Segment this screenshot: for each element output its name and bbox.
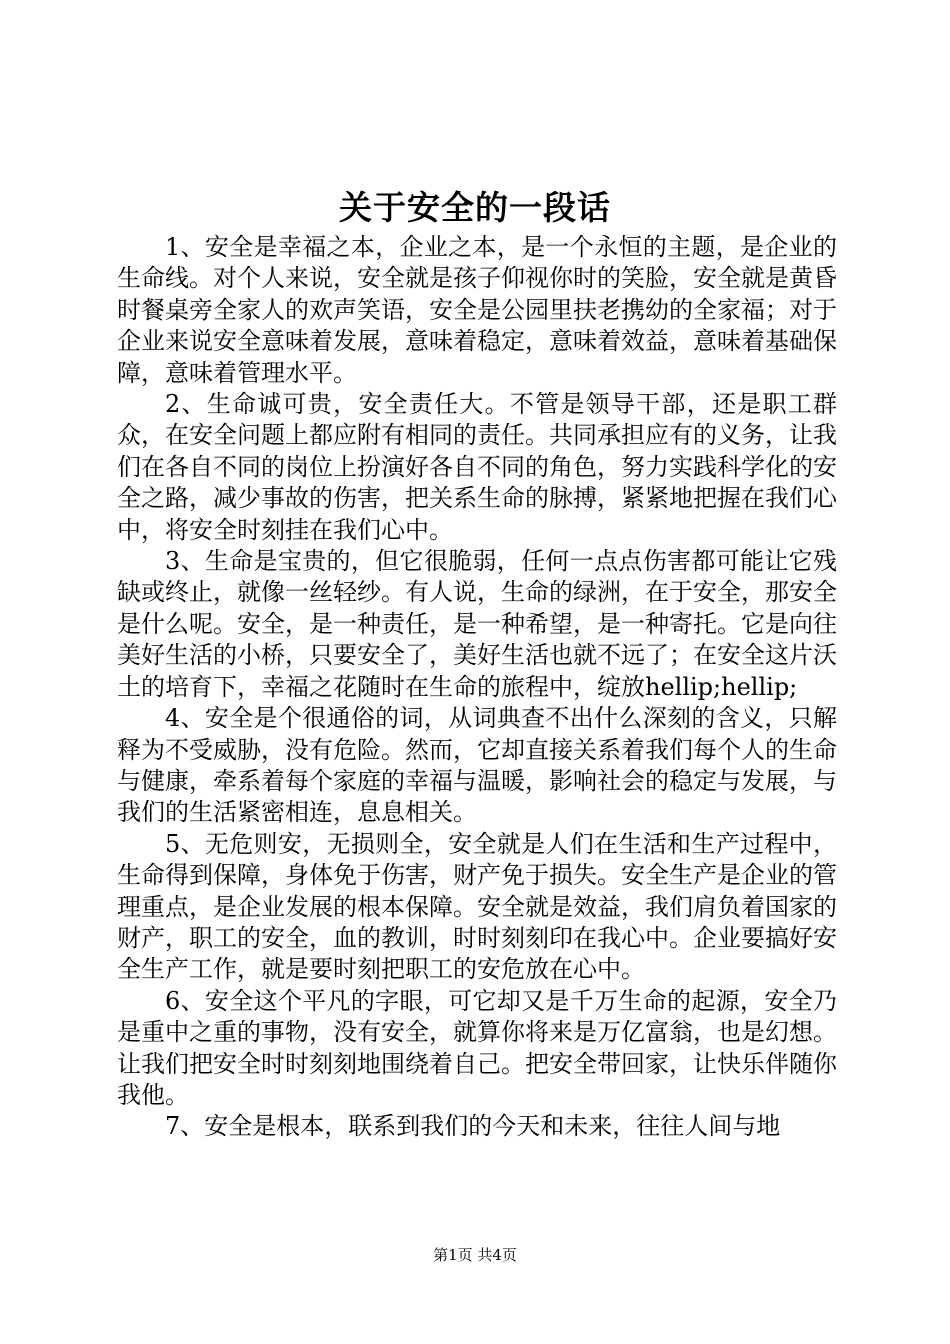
page-footer: 第1页 共4页 xyxy=(433,1246,517,1264)
paragraph-6: 6、安全这个平凡的字眼，可它却又是千万生命的起源，安全乃是重中之重的事物，没有安全，就算你将来是万亿富翁，也是幻想。让我们把安全时时刻刻地围绕着自己。把安全带回家，让快乐伴随你我他。 xyxy=(117,986,837,1109)
paragraph-3: 3、生命是宝贵的，但它很脆弱，任何一点点伤害都可能让它残缺或终止，就像一丝轻纱。有人说，生命的绿洲，在于安全，那安全是什么呢。安全，是一种责任，是一种希望，是一种寄托。它是向往美好生活的小桥，只要安全了，美好生活也就不远了；在安全这片沃土的培育下，幸福之花随时在生命的旅程中，绽放hellip;hellip; xyxy=(117,547,837,701)
document-body xyxy=(117,232,837,1143)
paragraph-1: 1、安全是幸福之本，企业之本，是一个永恒的主题，是企业的生命线。对个人来说，安全就是孩子仰视你时的笑脸，安全就是黄昏时餐桌旁全家人的欢声笑语，安全是公园里扶老携幼的全家福；对于企业来说安全意味着发展，意味着稳定，意味着效益，意味着基础保障，意味着管理水平。 xyxy=(117,233,837,387)
paragraph-7: 7、安全是根本，联系到我们的今天和未来，往往人间与地 xyxy=(165,1112,781,1141)
paragraph-4: 4、安全是个很通俗的词，从词典查不出什么深刻的含义，只解释为不受威胁，没有危险。然而，它却直接关系着我们每个人的生命与健康，牵系着每个家庭的幸福与温暖，影响社会的稳定与发展，与我们的生活紧密相连，息息相关。 xyxy=(117,704,837,827)
paragraph-5: 5、无危则安，无损则全，安全就是人们在生活和生产过程中，生命得到保障，身体免于伤害，财产免于损失。安全生产是企业的管理重点，是企业发展的根本保障。安全就是效益，我们肩负着国家的财产，职工的安全，血的教训，时时刻刻印在我心中。企业要搞好安全生产工作，就是要时刻把职工的安危放在心中。 xyxy=(117,829,837,984)
document-title: 关于安全的一段话 xyxy=(339,188,611,227)
paragraph-2: 2、生命诚可贵，安全责任大。不管是领导干部，还是职工群众，在安全问题上都应附有相同的责任。共同承担应有的义务，让我们在各自不同的岗位上扮演好各自不同的角色，努力实践科学化的安全之路，减少事故的伤害，把关系生命的脉搏，紧紧地把握在我们心中，将安全时刻挂在我们心中。 xyxy=(117,390,837,544)
